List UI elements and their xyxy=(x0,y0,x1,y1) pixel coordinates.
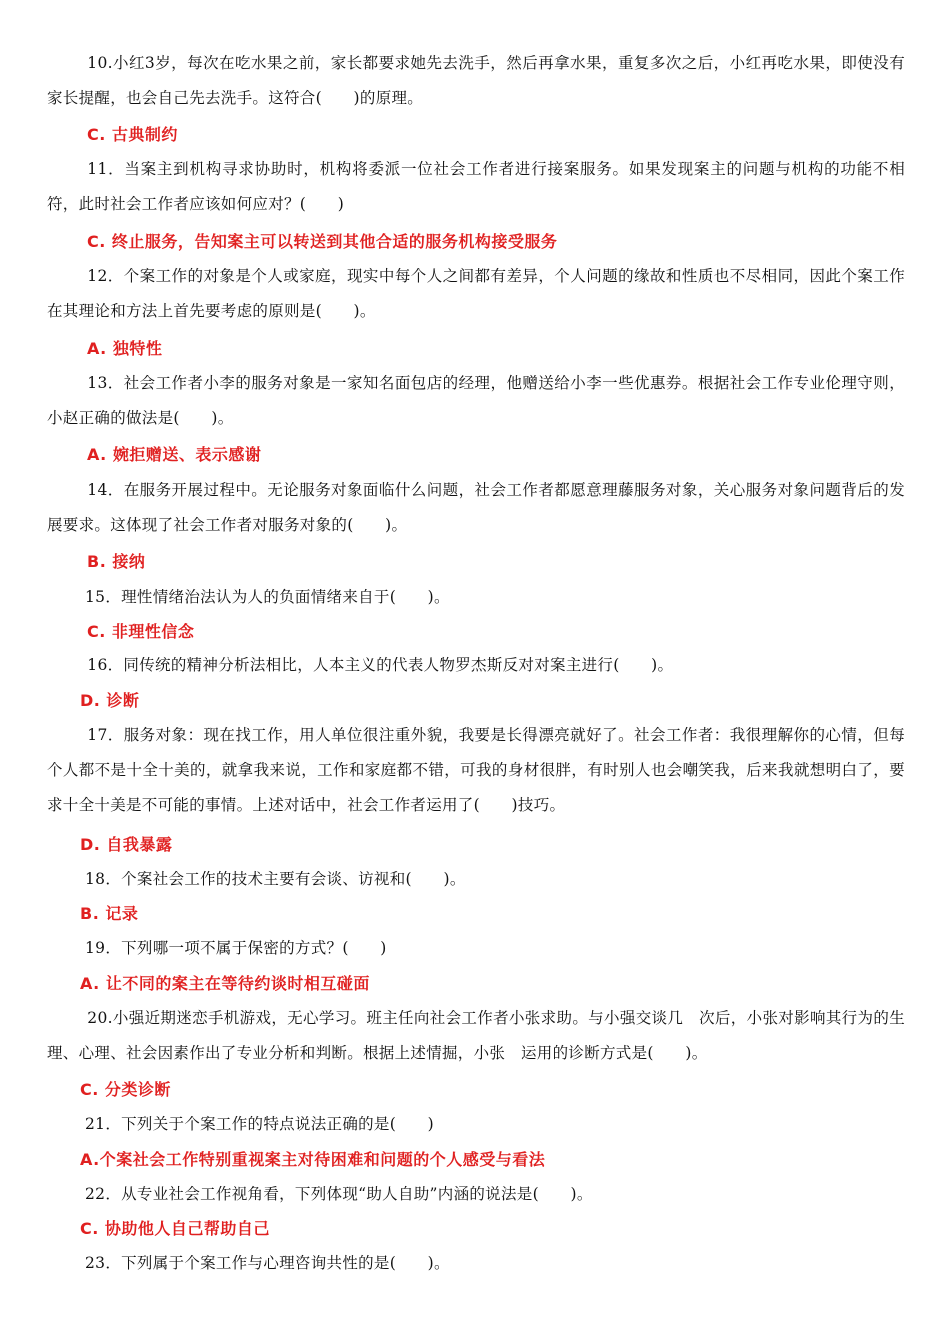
question-21: 21．下列关于个案工作的特点说法正确的是( ) xyxy=(85,1115,435,1133)
question-10: 10.小红3岁，每次在吃水果之前，家长都要求她先去洗手，然后再拿水果，重复多次之后，小红再吃水果，即使没有家长提醒，也会自己先去洗手。这符合( )的原理。 xyxy=(47,54,905,107)
answer-12: A. 独特性 xyxy=(87,339,163,358)
answer-19: A. 让不同的案主在等待约谈时相互碰面 xyxy=(80,974,370,993)
question-18: 18．个案社会工作的技术主要有会谈、访视和( )。 xyxy=(85,870,466,888)
question-14: 14．在服务开展过程中。无论服务对象面临什么问题，社会工作者都愿意理藤服务对象，关心服务对象问题背后的发展要求。这体现了社会工作者对服务对象的( )。 xyxy=(47,481,905,534)
answer-15: C. 非理性信念 xyxy=(87,622,195,641)
answer-22: C. 协助他人自己帮助自己 xyxy=(80,1219,270,1238)
answer-20: C. 分类诊断 xyxy=(80,1080,171,1099)
question-12: 12．个案工作的对象是个人或家庭，现实中每个人之间都有差异，个人问题的缘故和性质也不尽相同，因此个案工作在其理论和方法上首先要考虑的原则是( )。 xyxy=(47,267,905,320)
question-19: 19．下列哪一项不属于保密的方式？( ) xyxy=(85,939,387,957)
answer-17: D. 自我暴露 xyxy=(80,835,173,854)
answer-10: C. 古典制约 xyxy=(87,125,178,144)
question-13: 13．社会工作者小李的服务对象是一家知名面包店的经理，他赠送给小李一些优惠券。根据社会工作专业伦理守则，小赵正确的做法是( )。 xyxy=(47,374,905,427)
question-16: 16．同传统的精神分析法相比，人本主义的代表人物罗杰斯反对对案主进行( )。 xyxy=(87,656,674,674)
answer-11: C. 终止服务，告知案主可以转送到其他合适的服务机构接受服务 xyxy=(87,232,558,251)
question-22: 22．从专业社会工作视角看，下列体现“助人自助”内涵的说法是( )。 xyxy=(85,1185,593,1203)
answer-13: A. 婉拒赠送、表示感谢 xyxy=(87,445,262,464)
question-11: 11．当案主到机构寻求协助时，机构将委派一位社会工作者进行接案服务。如果发现案主的问题与机构的功能不相符，此时社会工作者应该如何应对？( ) xyxy=(47,160,905,213)
question-23: 23．下列属于个案工作与心理咨询共性的是( )。 xyxy=(85,1254,450,1272)
answer-18: B. 记录 xyxy=(80,904,139,923)
answer-21: A.个案社会工作特别重视案主对待困难和问题的个人感受与看法 xyxy=(80,1150,546,1169)
answer-14: B. 接纳 xyxy=(87,552,146,571)
question-20: 20.小强近期迷恋手机游戏，无心学习。班主任向社会工作者小张求助。与小强交谈几 次后，小张对影响其行为的生理、心理、社会因素作出了专业分析和判断。根据上述情掘，小张 运用的诊断方式是( )。 xyxy=(47,1009,905,1062)
question-17: 17．服务对象：现在找工作，用人单位很注重外貌，我要是长得漂亮就好了。社会工作者：我很理解你的心情，但每个人都不是十全十美的，就拿我来说，工作和家庭都不错，可我的身材很胖，有时别人也会嘲笑我，后来我就想明白了，要求十全十美是不可能的事情。上述对话中，社会工作者运用了( )技巧。 xyxy=(47,726,905,814)
answer-16: D. 诊断 xyxy=(80,691,140,710)
question-15: 15．理性情绪治法认为人的负面情绪来自于( )。 xyxy=(85,588,450,606)
